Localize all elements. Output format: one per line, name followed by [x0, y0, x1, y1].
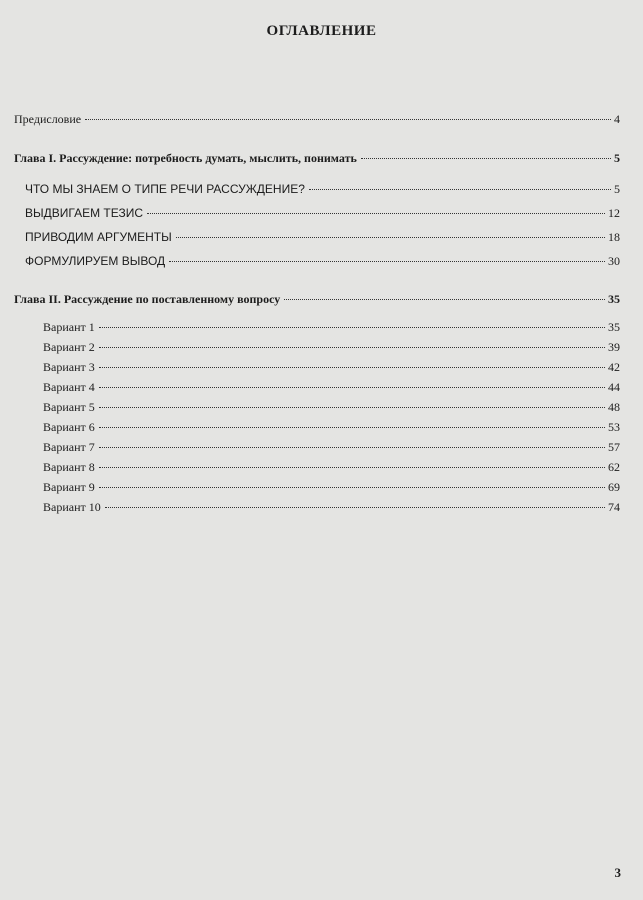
toc-entry-page: 5 [614, 182, 620, 196]
dot-leader [176, 237, 605, 238]
toc-entry-variant[interactable] [43, 499, 620, 515]
toc-entry-label: ЧТО МЫ ЗНАЕМ О ТИПЕ РЕЧИ РАССУЖДЕНИЕ? [25, 182, 305, 196]
dot-leader [147, 213, 605, 214]
toc-entry-label: Вариант 5 [43, 400, 95, 414]
toc-entry-section[interactable] [25, 229, 620, 245]
toc-entry-label: Вариант 4 [43, 380, 95, 394]
toc-entry-label: Вариант 2 [43, 340, 95, 354]
toc-entry-variant[interactable] [43, 459, 620, 475]
toc-entry-variant[interactable] [43, 399, 620, 415]
dot-leader [99, 487, 605, 488]
dot-leader [99, 467, 605, 468]
dot-leader [99, 387, 605, 388]
toc-entry-variant[interactable] [43, 339, 620, 355]
page-title: ОГЛАВЛЕНИЕ [266, 23, 377, 39]
toc-entry-page: 4 [614, 112, 620, 126]
dot-leader [99, 407, 605, 408]
toc-entry-variant[interactable] [43, 419, 620, 435]
toc-entry-variant[interactable] [43, 359, 620, 375]
toc-entry-page: 69 [608, 480, 620, 494]
toc-entry-label: Вариант 9 [43, 480, 95, 494]
toc-entry-label: Вариант 1 [43, 320, 95, 334]
toc-entry-page: 39 [608, 340, 620, 354]
toc-entry-page: 53 [608, 420, 620, 434]
dot-leader [284, 299, 605, 300]
dot-leader [99, 447, 605, 448]
toc-entry-section[interactable] [25, 253, 620, 269]
toc-entry-page: 5 [614, 151, 620, 165]
toc-entry-label: ВЫДВИГАЕМ ТЕЗИС [25, 206, 144, 220]
dot-leader [309, 189, 611, 190]
toc-entry-label: Предисловие [14, 112, 82, 126]
dot-leader [105, 507, 605, 508]
toc-entry-label: Вариант 3 [43, 360, 95, 374]
toc-entry-label: Вариант 7 [43, 440, 95, 454]
toc-entry-page: 35 [608, 320, 620, 334]
toc-entry-page: 12 [608, 206, 620, 220]
toc-entry-variant[interactable] [43, 439, 620, 455]
toc-entry-variant[interactable] [43, 319, 620, 335]
page-number: 3 [614, 865, 621, 880]
dot-leader [99, 427, 605, 428]
dot-leader [169, 261, 605, 262]
toc-entry-label: ФОРМУЛИРУЕМ ВЫВОД [25, 254, 166, 268]
toc-entry-page: 44 [608, 380, 620, 394]
toc-entry-page: 62 [608, 460, 620, 474]
toc-entry-label: Глава II. Рассуждение по поставленному вопросу [14, 292, 281, 306]
toc-entry-variant[interactable] [43, 379, 620, 395]
toc-entry-page: 48 [608, 400, 620, 414]
toc-entry-page: 35 [608, 292, 620, 306]
dot-leader [99, 367, 605, 368]
dot-leader [85, 119, 611, 120]
toc-entry-label: Вариант 6 [43, 420, 95, 434]
toc-entry-chapter-2[interactable] [14, 291, 620, 307]
toc-entry-label: Вариант 10 [43, 500, 101, 514]
toc-entry-chapter-1[interactable] [14, 150, 620, 166]
toc-entry-label: Вариант 8 [43, 460, 95, 474]
toc-entry-label: Глава I. Рассуждение: потребность думать, мыслить, понимать [14, 151, 357, 165]
toc-entry-preface[interactable] [14, 111, 620, 127]
toc-entry-section[interactable] [25, 205, 620, 221]
dot-leader [99, 347, 605, 348]
toc-entry-variant[interactable] [43, 479, 620, 495]
toc-entry-section[interactable] [25, 181, 620, 197]
toc-entry-label: ПРИВОДИМ АРГУМЕНТЫ [25, 230, 172, 244]
toc-entry-page: 30 [608, 254, 620, 268]
dot-leader [99, 327, 605, 328]
toc-entry-page: 74 [608, 500, 620, 514]
dot-leader [361, 158, 611, 159]
toc-entry-page: 18 [608, 230, 620, 244]
toc-entry-page: 42 [608, 360, 620, 374]
toc-entry-page: 57 [608, 440, 620, 454]
